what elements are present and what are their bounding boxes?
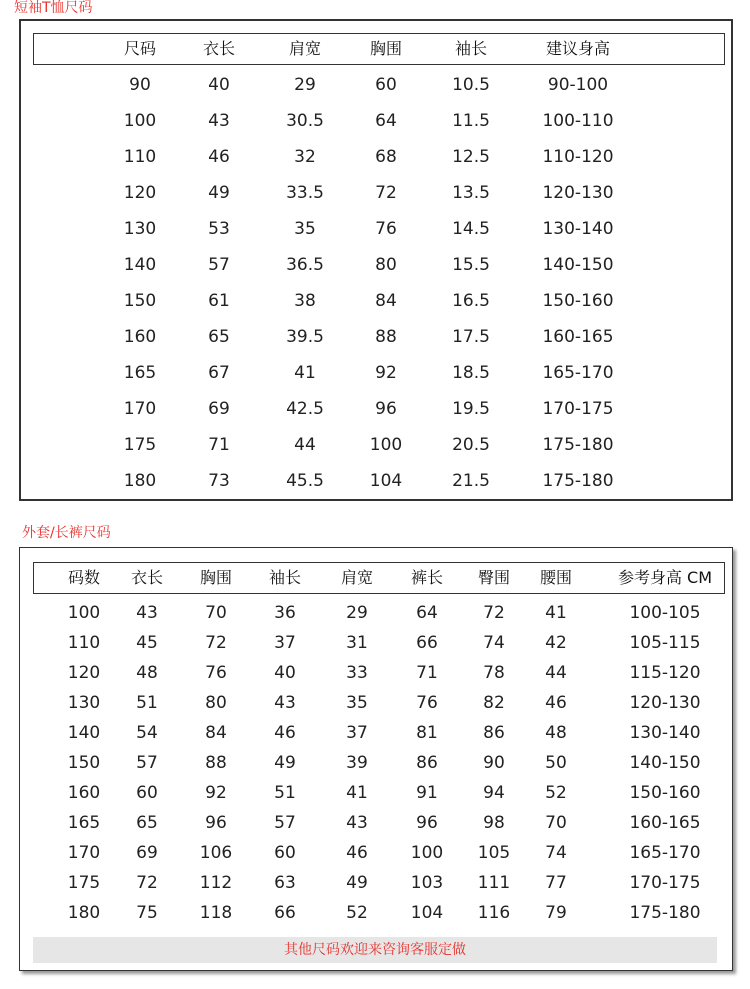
tshirt-header-cell: 袖长 (454, 39, 487, 58)
coat-table-cell: 64 (416, 603, 438, 623)
tshirt-header-cell: 肩宽 (288, 39, 321, 58)
tshirt-table-cell: 21.5 (452, 471, 490, 491)
custom-size-note: 其他尺码欢迎来咨询客服定做 (33, 937, 717, 963)
tshirt-table-cell: 88 (375, 327, 397, 347)
tshirt-table-cell: 170 (123, 399, 157, 419)
tshirt-table-cell: 100 (369, 435, 403, 455)
coat-table-cell: 160 (67, 783, 101, 803)
coat-table-cell: 43 (136, 603, 158, 623)
tshirt-table-cell: 49 (208, 183, 230, 203)
tshirt-table-cell: 150 (123, 291, 157, 311)
tshirt-table-cell: 160-165 (542, 327, 614, 347)
coat-table-cell: 37 (274, 633, 296, 653)
coat-table-cell: 69 (136, 843, 158, 863)
tshirt-table-cell: 45.5 (286, 471, 324, 491)
coat-table-cell: 80 (205, 693, 227, 713)
tshirt-table-cell: 150-160 (542, 291, 614, 311)
coat-table-cell: 91 (416, 783, 438, 803)
coat-table-cell: 165-170 (629, 843, 701, 863)
coat-table-cell: 29 (346, 603, 368, 623)
tshirt-table-cell: 29 (294, 75, 316, 95)
coat-table-cell: 111 (477, 873, 511, 893)
tshirt-table-cell: 165 (123, 363, 157, 383)
coat-table-cell: 48 (136, 663, 158, 683)
coat-table-cell: 41 (545, 603, 567, 623)
coat-table-cell: 42 (545, 633, 567, 653)
coat-table-cell: 150-160 (629, 783, 701, 803)
tshirt-table-cell: 175-180 (542, 435, 614, 455)
coat-table-cell: 76 (205, 663, 227, 683)
coat-header-cell: 胸围 (199, 568, 232, 587)
coat-table-cell: 65 (136, 813, 158, 833)
coat-table-cell: 43 (274, 693, 296, 713)
tshirt-table-cell: 44 (294, 435, 316, 455)
tshirt-table-cell: 72 (375, 183, 397, 203)
tshirt-table-cell: 84 (375, 291, 397, 311)
coat-table-cell: 94 (483, 783, 505, 803)
tshirt-table-cell: 80 (375, 255, 397, 275)
tshirt-table-cell: 130-140 (542, 219, 614, 239)
coat-table-cell: 46 (545, 693, 567, 713)
coat-table-cell: 77 (545, 873, 567, 893)
coat-table-cell: 35 (346, 693, 368, 713)
tshirt-table-cell: 43 (208, 111, 230, 131)
tshirt-section-title: 短袖T恤尺码 (14, 0, 93, 16)
tshirt-table-cell: 92 (375, 363, 397, 383)
tshirt-table-cell: 120-130 (542, 183, 614, 203)
tshirt-table-cell: 104 (369, 471, 403, 491)
coat-table-cell: 37 (346, 723, 368, 743)
coat-table-cell: 74 (545, 843, 567, 863)
tshirt-table-cell: 39.5 (286, 327, 324, 347)
tshirt-header-cell: 衣长 (202, 39, 235, 58)
coat-table-cell: 46 (346, 843, 368, 863)
coat-table-cell: 51 (274, 783, 296, 803)
coat-table-cell: 66 (416, 633, 438, 653)
coat-table-cell: 76 (416, 693, 438, 713)
coat-header-cell: 参考身高 CM (617, 568, 713, 587)
coat-table-cell: 72 (483, 603, 505, 623)
tshirt-table-cell: 17.5 (452, 327, 490, 347)
tshirt-table-cell: 120 (123, 183, 157, 203)
coat-table-cell: 98 (483, 813, 505, 833)
coat-table-cell: 52 (346, 903, 368, 923)
coat-table-cell: 70 (545, 813, 567, 833)
tshirt-table-cell: 110 (123, 147, 157, 167)
coat-table-cell: 118 (199, 903, 233, 923)
coat-table-cell: 160-165 (629, 813, 701, 833)
coat-table-cell: 175-180 (629, 903, 701, 923)
tshirt-table-cell: 65 (208, 327, 230, 347)
tshirt-table-cell: 46 (208, 147, 230, 167)
tshirt-header-cell: 尺码 (123, 39, 156, 58)
coat-table-cell: 86 (416, 753, 438, 773)
tshirt-table-cell: 61 (208, 291, 230, 311)
coat-table-cell: 92 (205, 783, 227, 803)
coat-table-cell: 46 (274, 723, 296, 743)
coat-header-cell: 裤长 (410, 568, 443, 587)
tshirt-table-cell: 96 (375, 399, 397, 419)
coat-table-cell: 170-175 (629, 873, 701, 893)
coat-table-cell: 57 (274, 813, 296, 833)
tshirt-table-cell: 57 (208, 255, 230, 275)
coat-table-cell: 60 (274, 843, 296, 863)
coat-table-cell: 41 (346, 783, 368, 803)
tshirt-table-cell: 90 (129, 75, 151, 95)
tshirt-table-cell: 68 (375, 147, 397, 167)
coat-table-cell: 90 (483, 753, 505, 773)
tshirt-table-cell: 35 (294, 219, 316, 239)
coat-table-cell: 140-150 (629, 753, 701, 773)
coat-section-title: 外套/长裤尺码 (22, 525, 111, 541)
coat-table-cell: 50 (545, 753, 567, 773)
coat-table-cell: 78 (483, 663, 505, 683)
tshirt-table-cell: 41 (294, 363, 316, 383)
coat-table-cell: 31 (346, 633, 368, 653)
tshirt-table-cell: 90-100 (547, 75, 609, 95)
coat-table-cell: 165 (67, 813, 101, 833)
coat-table-cell: 48 (545, 723, 567, 743)
coat-table-cell: 103 (410, 873, 444, 893)
coat-table-cell: 75 (136, 903, 158, 923)
tshirt-table-cell: 100-110 (542, 111, 614, 131)
tshirt-table-cell: 42.5 (286, 399, 324, 419)
coat-table-cell: 40 (274, 663, 296, 683)
coat-table-cell: 44 (545, 663, 567, 683)
tshirt-table-cell: 180 (123, 471, 157, 491)
coat-table-cell: 86 (483, 723, 505, 743)
coat-table-cell: 36 (274, 603, 296, 623)
coat-header-cell: 码数 (67, 568, 100, 587)
tshirt-table-cell: 110-120 (542, 147, 614, 167)
coat-table-cell: 120 (67, 663, 101, 683)
coat-table-cell: 63 (274, 873, 296, 893)
tshirt-table-cell: 12.5 (452, 147, 490, 167)
coat-table-cell: 130 (67, 693, 101, 713)
coat-table-cell: 66 (274, 903, 296, 923)
coat-header-cell: 袖长 (268, 568, 301, 587)
tshirt-table-cell: 16.5 (452, 291, 490, 311)
tshirt-table-cell: 40 (208, 75, 230, 95)
coat-table-cell: 49 (274, 753, 296, 773)
tshirt-table-cell: 60 (375, 75, 397, 95)
tshirt-table-cell: 175-180 (542, 471, 614, 491)
tshirt-table-cell: 53 (208, 219, 230, 239)
tshirt-table-cell: 69 (208, 399, 230, 419)
coat-table-cell: 100 (67, 603, 101, 623)
tshirt-table-cell: 100 (123, 111, 157, 131)
tshirt-table-cell: 73 (208, 471, 230, 491)
coat-table-cell: 71 (416, 663, 438, 683)
coat-table-cell: 82 (483, 693, 505, 713)
tshirt-table-cell: 32 (294, 147, 316, 167)
coat-table-cell: 54 (136, 723, 158, 743)
tshirt-table-cell: 30.5 (286, 111, 324, 131)
tshirt-table-cell: 18.5 (452, 363, 490, 383)
tshirt-table-cell: 33.5 (286, 183, 324, 203)
coat-table-cell: 81 (416, 723, 438, 743)
coat-table-cell: 115-120 (629, 663, 701, 683)
tshirt-header-cell: 胸围 (369, 39, 402, 58)
coat-table-cell: 100-105 (629, 603, 701, 623)
tshirt-table-cell: 165-170 (542, 363, 614, 383)
coat-table-cell: 96 (416, 813, 438, 833)
coat-table-cell: 112 (199, 873, 233, 893)
coat-table-cell: 74 (483, 633, 505, 653)
tshirt-table-cell: 67 (208, 363, 230, 383)
coat-table-cell: 100 (410, 843, 444, 863)
tshirt-table-cell: 15.5 (452, 255, 490, 275)
coat-table-cell: 106 (199, 843, 233, 863)
tshirt-table-cell: 175 (123, 435, 157, 455)
coat-table-cell: 105-115 (629, 633, 701, 653)
coat-table-cell: 96 (205, 813, 227, 833)
tshirt-table-cell: 76 (375, 219, 397, 239)
tshirt-header-cell: 建议身高 (545, 39, 610, 58)
tshirt-table-cell: 19.5 (452, 399, 490, 419)
coat-header-cell: 腰围 (539, 568, 572, 587)
tshirt-table-cell: 11.5 (452, 111, 490, 131)
coat-header-cell: 肩宽 (340, 568, 373, 587)
coat-table-cell: 51 (136, 693, 158, 713)
coat-table-cell: 72 (136, 873, 158, 893)
coat-table-cell: 175 (67, 873, 101, 893)
coat-table-cell: 116 (477, 903, 511, 923)
coat-table-cell: 33 (346, 663, 368, 683)
tshirt-table-cell: 140 (123, 255, 157, 275)
tshirt-table-cell: 14.5 (452, 219, 490, 239)
coat-table-cell: 140 (67, 723, 101, 743)
coat-table-cell: 110 (67, 633, 101, 653)
coat-table-cell: 79 (545, 903, 567, 923)
coat-table-cell: 120-130 (629, 693, 701, 713)
coat-header-cell: 衣长 (130, 568, 163, 587)
coat-table-cell: 72 (205, 633, 227, 653)
tshirt-table-cell: 71 (208, 435, 230, 455)
tshirt-table-cell: 36.5 (286, 255, 324, 275)
tshirt-table-cell: 38 (294, 291, 316, 311)
coat-table-cell: 57 (136, 753, 158, 773)
coat-table-cell: 70 (205, 603, 227, 623)
tshirt-table-cell: 160 (123, 327, 157, 347)
tshirt-table-cell: 140-150 (542, 255, 614, 275)
coat-table-cell: 39 (346, 753, 368, 773)
coat-table-cell: 170 (67, 843, 101, 863)
tshirt-table-cell: 13.5 (452, 183, 490, 203)
coat-table-cell: 105 (477, 843, 511, 863)
tshirt-table-cell: 64 (375, 111, 397, 131)
coat-table-cell: 45 (136, 633, 158, 653)
coat-table-cell: 88 (205, 753, 227, 773)
tshirt-table-cell: 20.5 (452, 435, 490, 455)
coat-header-cell: 臀围 (477, 568, 510, 587)
coat-table-cell: 43 (346, 813, 368, 833)
coat-table-cell: 180 (67, 903, 101, 923)
coat-table-cell: 52 (545, 783, 567, 803)
tshirt-table-cell: 170-175 (542, 399, 614, 419)
coat-table-cell: 60 (136, 783, 158, 803)
tshirt-table-cell: 130 (123, 219, 157, 239)
coat-table-cell: 130-140 (629, 723, 701, 743)
coat-table-cell: 150 (67, 753, 101, 773)
coat-table-cell: 84 (205, 723, 227, 743)
tshirt-table-cell: 10.5 (452, 75, 490, 95)
coat-table-cell: 49 (346, 873, 368, 893)
coat-table-cell: 104 (410, 903, 444, 923)
